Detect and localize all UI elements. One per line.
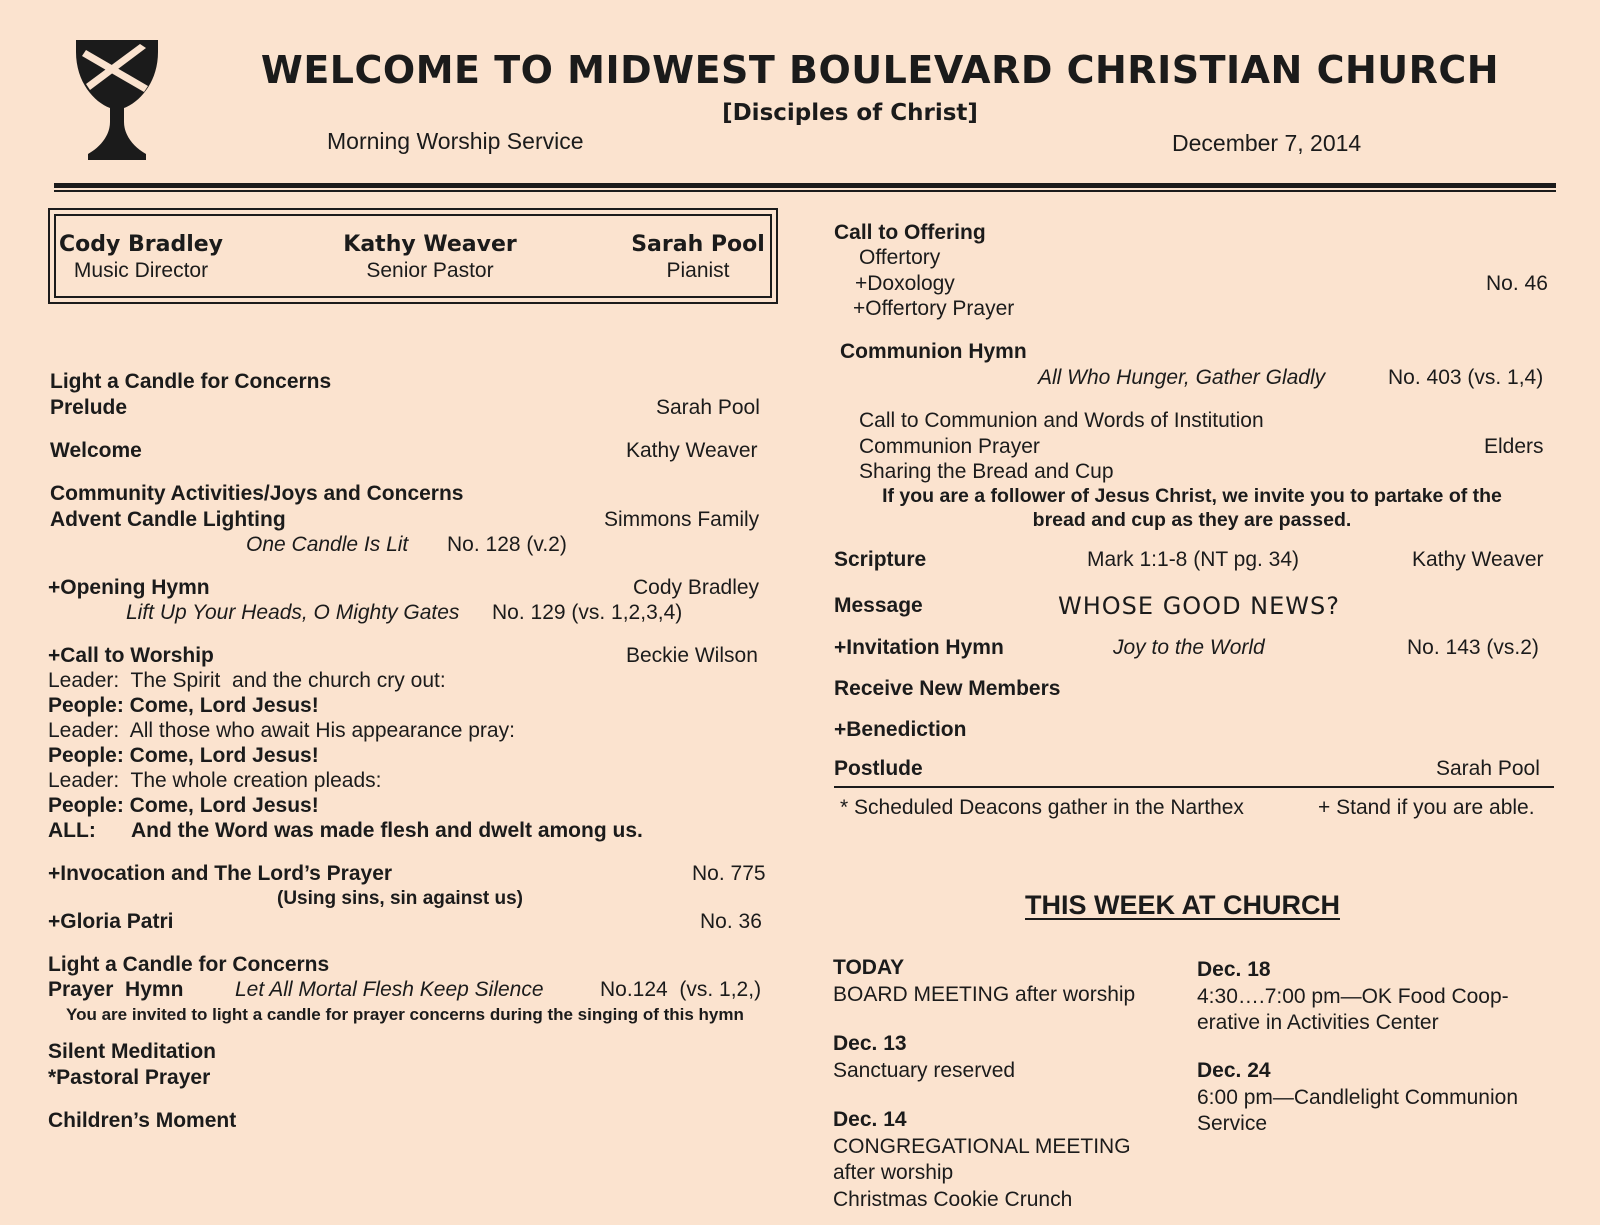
advent-song: One Candle Is Lit [246, 533, 409, 556]
order-gloria-patri: +Gloria Patri [48, 910, 174, 933]
staff-name: Sarah Pool [631, 232, 765, 257]
invitation-hymn-number: No. 143 (vs.2) [1407, 636, 1539, 659]
communion-leader: Elders [1484, 435, 1544, 458]
order-message: Message [834, 594, 923, 617]
invocation-hymn-number: No. 775 [692, 862, 766, 885]
litany-people-1: People: Come, Lord Jesus! [48, 694, 319, 717]
order-offertory: Offertory [859, 246, 941, 269]
prayer-hymn-number: No.124 (vs. 1,2,) [600, 978, 762, 1001]
staff-box [48, 208, 778, 304]
week-dec24-line-2: Service [1197, 1112, 1268, 1135]
communion-invitation-line-2: bread and cup as they are passed. [1032, 509, 1352, 531]
week-dec24-line-1: 6:00 pm—Candlelight Communion [1197, 1086, 1518, 1109]
litany-people-3: People: Come, Lord Jesus! [48, 794, 319, 817]
order-prelude: Prelude [50, 396, 128, 419]
order-silent-meditation: Silent Meditation [48, 1040, 216, 1063]
staff-senior-pastor [320, 232, 540, 283]
order-communion-hymn: Communion Hymn [840, 340, 1027, 363]
order-postlude: Postlude [834, 757, 923, 780]
order-call-to-offering: Call to Offering [834, 221, 986, 244]
service-date: December 7, 2014 [1172, 130, 1362, 156]
postlude-divider [834, 786, 1554, 788]
week-dec14-line-3: Christmas Cookie Crunch [833, 1188, 1073, 1211]
call-leader: Beckie Wilson [626, 644, 758, 667]
week-dec14-line-2: after worship [833, 1161, 954, 1184]
week-dec13-label: Dec. 13 [833, 1032, 907, 1055]
denomination-subtitle: [Disciples of Christ] [722, 100, 978, 126]
prayer-note: You are invited to light a candle for prayer concerns during the singing of this hymn [66, 1005, 744, 1024]
litany-leader-2: Leader: All those who await His appearance pray: [48, 719, 515, 742]
welcome-leader: Kathy Weaver [626, 439, 758, 462]
week-dec18-line-2: erative in Activities Center [1197, 1011, 1439, 1034]
advent-hymn-number: No. 128 (v.2) [447, 533, 567, 556]
staff-role: Senior Pastor [366, 259, 494, 282]
opening-leader: Cody Bradley [633, 576, 760, 599]
order-benediction: +Benediction [834, 718, 967, 741]
staff-role: Music Director [73, 259, 209, 282]
order-call-to-worship: +Call to Worship [48, 644, 214, 667]
advent-leader: Simmons Family [604, 508, 760, 531]
communion-invitation-line-1: If you are a follower of Jesus Christ, we invite you to partake of the [882, 485, 1502, 507]
communion-hymn-number: No. 403 (vs. 1,4) [1388, 366, 1544, 389]
note-deacons: * Scheduled Deacons gather in the Narthex [840, 796, 1244, 819]
week-dec14-line-1: CONGREGATIONAL MEETING [833, 1135, 1131, 1158]
order-invocation: +Invocation and The Lord’s Prayer [48, 862, 393, 885]
litany-all-label: ALL: [48, 819, 96, 842]
order-candle-1: Light a Candle for Concerns [50, 370, 332, 393]
service-name: Morning Worship Service [327, 128, 584, 154]
order-opening-hymn: +Opening Hymn [48, 576, 210, 599]
order-invitation-hymn: +Invitation Hymn [834, 636, 1004, 659]
order-advent: Advent Candle Lighting [50, 508, 286, 531]
communion-song: All Who Hunger, Gather Gladly [1038, 366, 1326, 389]
order-communion-prayer: Communion Prayer [859, 435, 1040, 458]
opening-song: Lift Up Your Heads, O Mighty Gates [126, 601, 460, 624]
order-candle-2: Light a Candle for Concerns [48, 953, 330, 976]
order-prayer-hymn: Prayer Hymn [48, 978, 184, 1001]
this-week-heading: THIS WEEK AT CHURCH [1025, 890, 1340, 920]
invocation-note: (Using sins, sin against us) [277, 888, 523, 909]
litany-all-text: And the Word was made flesh and dwelt among us. [131, 819, 643, 842]
order-call-to-communion: Call to Communion and Words of Institution [859, 409, 1264, 432]
order-doxology: +Doxology [855, 272, 955, 295]
week-dec13-text: Sanctuary reserved [833, 1059, 1016, 1082]
order-welcome: Welcome [50, 439, 142, 462]
message-title: WHOSE GOOD NEWS? [1058, 592, 1341, 620]
doxology-hymn-number: No. 46 [1486, 272, 1548, 295]
week-dec18-label: Dec. 18 [1197, 958, 1271, 981]
header-divider-thin [54, 190, 1556, 192]
scripture-leader: Kathy Weaver [1412, 548, 1544, 571]
staff-pianist [620, 232, 776, 283]
page-title: WELCOME TO MIDWEST BOULEVARD CHRISTIAN CHURCH [260, 48, 1500, 92]
order-pastoral-prayer: *Pastoral Prayer [48, 1066, 211, 1089]
postlude-leader: Sarah Pool [1436, 757, 1540, 780]
note-stand: + Stand if you are able. [1318, 796, 1535, 819]
staff-name: Kathy Weaver [343, 232, 517, 257]
order-offertory-prayer: +Offertory Prayer [853, 297, 1015, 320]
order-receive-members: Receive New Members [834, 677, 1061, 700]
litany-leader-3: Leader: The whole creation pleads: [48, 769, 382, 792]
staff-music-director [58, 232, 224, 283]
order-childrens-moment: Children’s Moment [48, 1109, 237, 1132]
week-today-label: TODAY [833, 956, 905, 979]
week-dec18-line-1: 4:30….7:00 pm—OK Food Coop- [1197, 985, 1509, 1008]
prayer-song: Let All Mortal Flesh Keep Silence [235, 978, 544, 1001]
prelude-leader: Sarah Pool [656, 396, 760, 419]
litany-leader-1: Leader: The Spirit and the church cry out: [48, 669, 446, 692]
staff-name: Cody Bradley [58, 232, 224, 257]
order-sharing: Sharing the Bread and Cup [859, 460, 1114, 483]
gloria-hymn-number: No. 36 [700, 910, 762, 933]
litany-people-2: People: Come, Lord Jesus! [48, 744, 319, 767]
scripture-reference: Mark 1:1-8 (NT pg. 34) [1087, 548, 1300, 571]
week-today-text: BOARD MEETING after worship [833, 983, 1136, 1006]
order-scripture: Scripture [834, 548, 927, 571]
week-dec24-label: Dec. 24 [1197, 1059, 1271, 1082]
staff-role: Pianist [666, 259, 730, 282]
opening-hymn-number: No. 129 (vs. 1,2,3,4) [492, 601, 683, 624]
week-dec14-label: Dec. 14 [833, 1108, 907, 1131]
header-divider [54, 183, 1556, 188]
invitation-song: Joy to the World [1113, 636, 1265, 659]
order-community: Community Activities/Joys and Concerns [50, 482, 464, 505]
